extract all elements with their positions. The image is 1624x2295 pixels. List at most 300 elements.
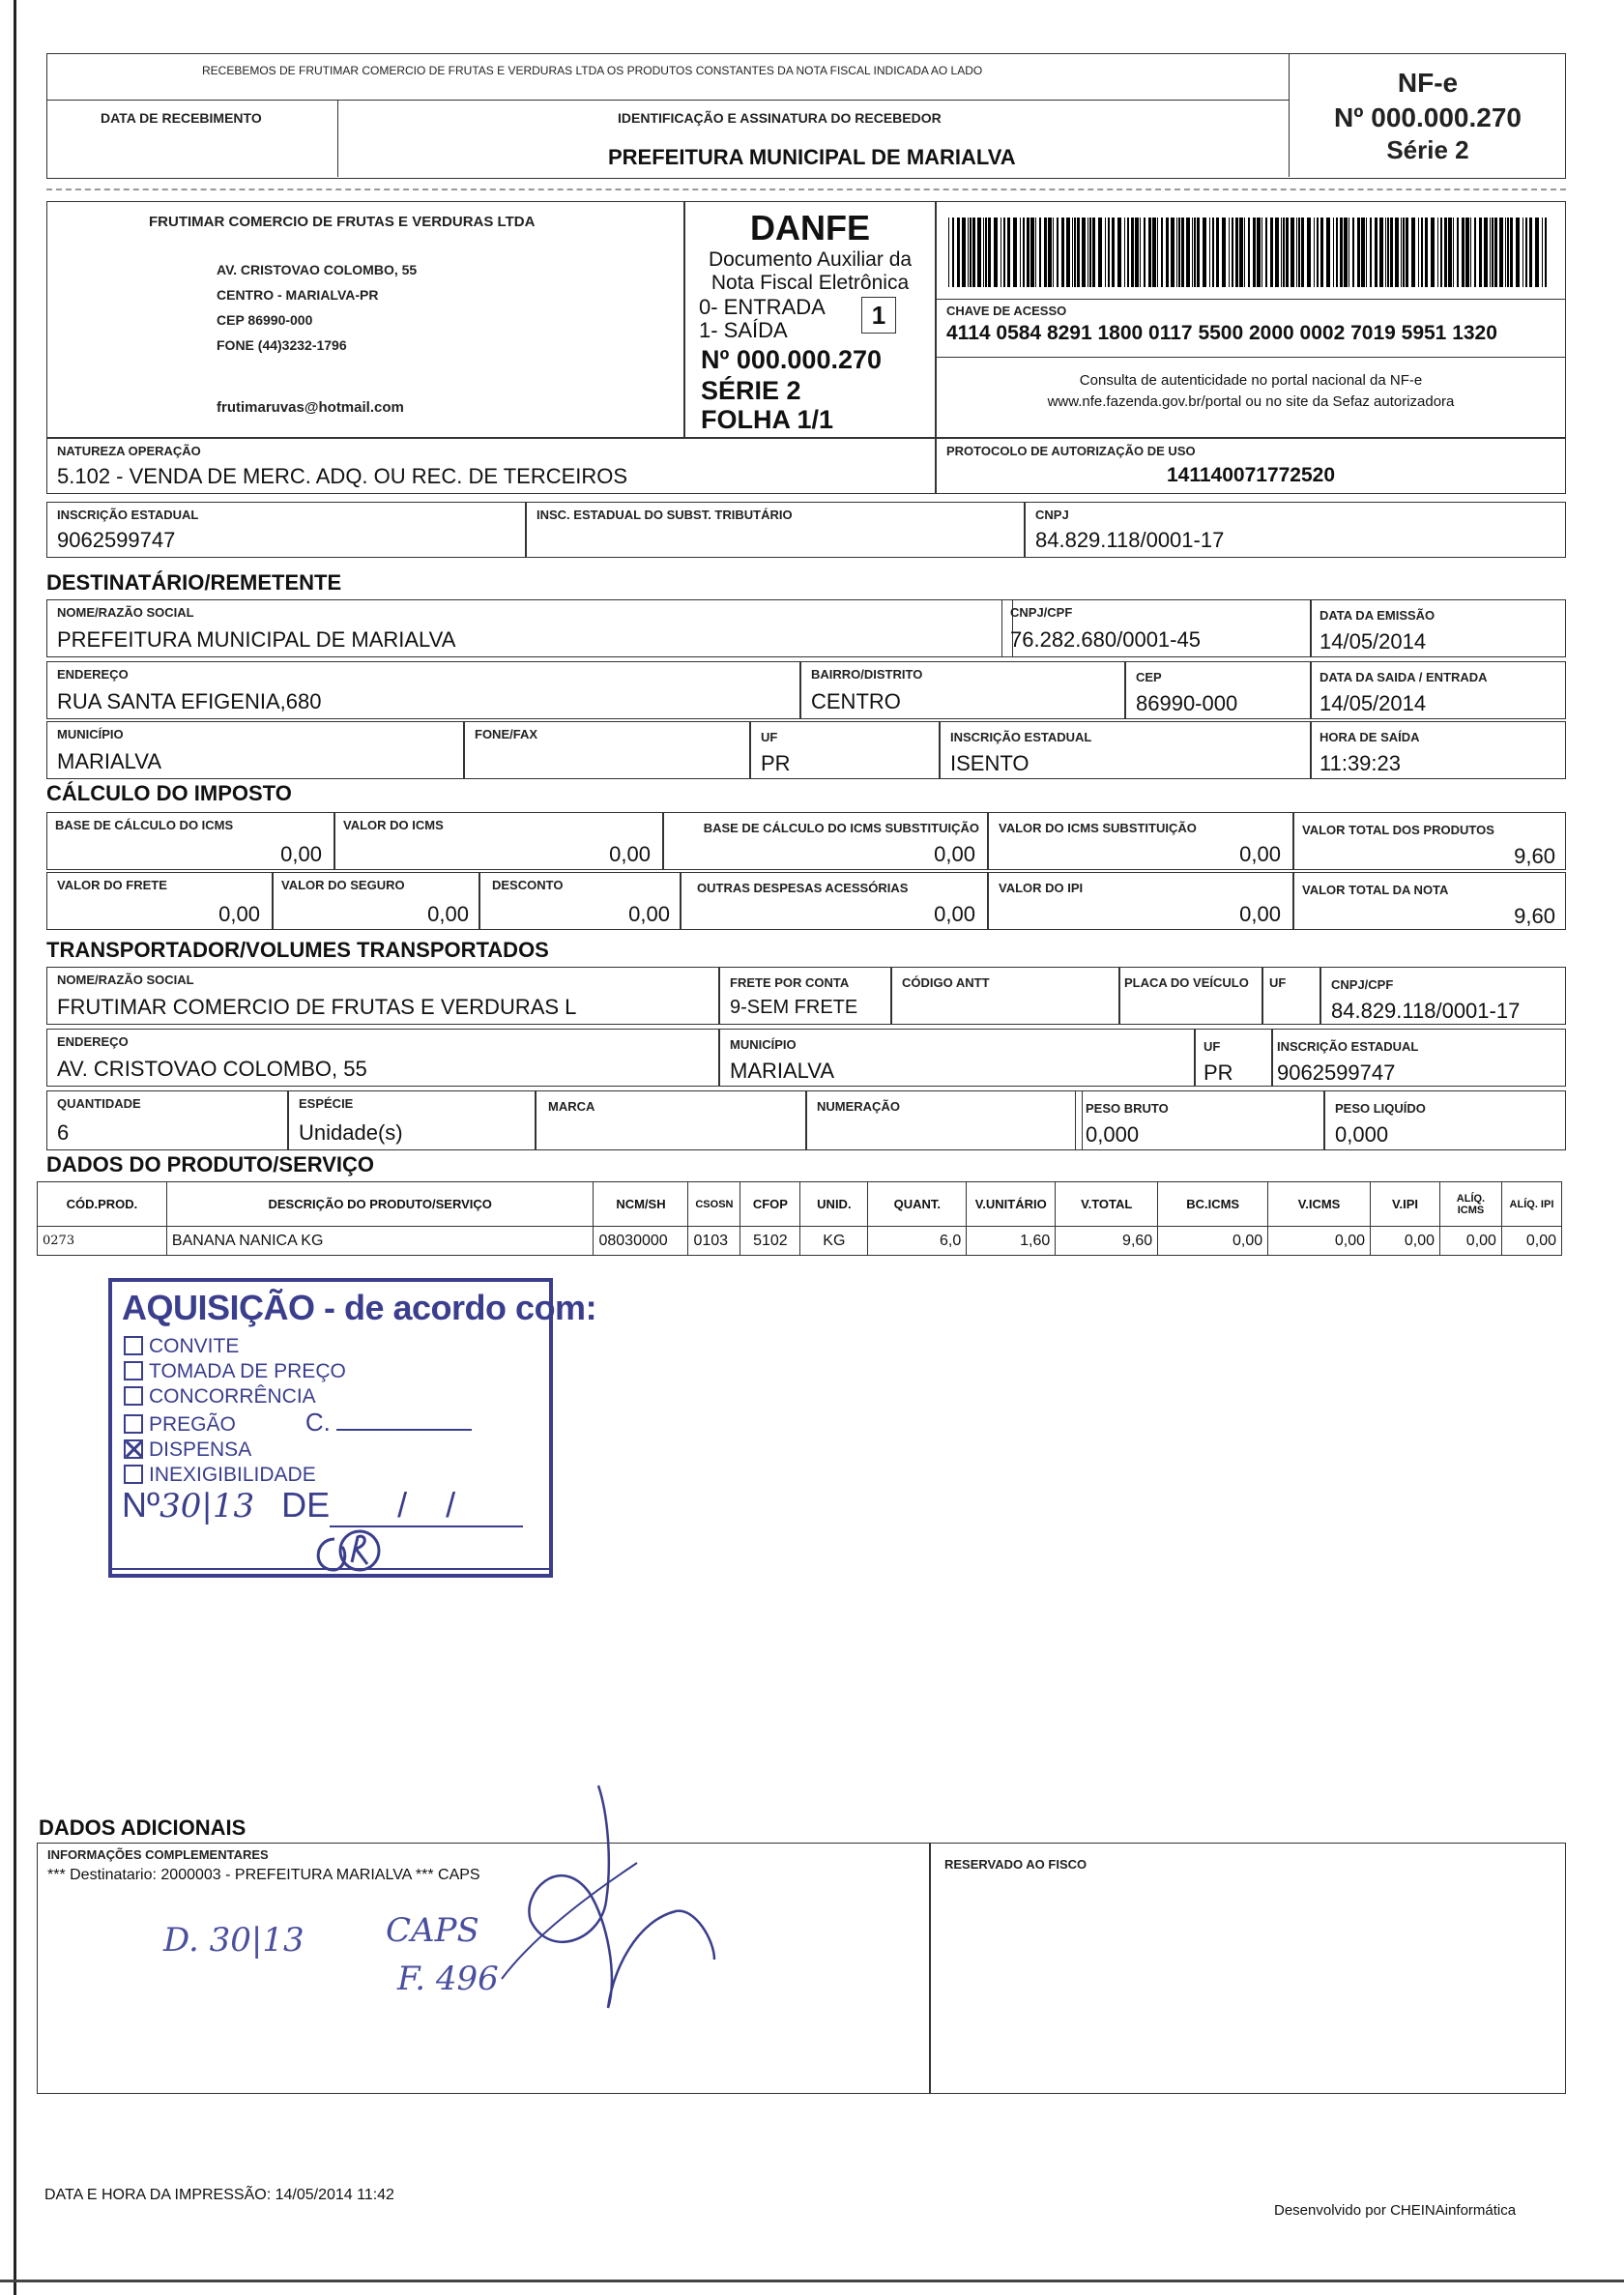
- acquisition-stamp: [108, 1278, 597, 1578]
- desconto-box: [479, 872, 681, 930]
- barcode-bar: [1340, 218, 1343, 287]
- v-prod: 9,60: [1514, 844, 1555, 868]
- barcode-bar: [1265, 218, 1267, 287]
- cell-aliq-ipi: 0,00: [1501, 1227, 1561, 1256]
- barcode-bar: [1375, 218, 1378, 287]
- barcode-bar: [1112, 218, 1115, 287]
- imposto-section-title: CÁLCULO DO IMPOSTO: [46, 781, 292, 805]
- bc-icms-label: BASE DE CÁLCULO DO ICMS: [55, 818, 234, 832]
- barcode-bar: [1298, 218, 1300, 287]
- barcode-bar: [1348, 218, 1349, 287]
- dest-nome: PREFEITURA MUNICIPAL DE MARIALVA: [57, 627, 456, 652]
- chave-divider2: [937, 357, 1565, 358]
- barcode-bar: [1401, 218, 1402, 287]
- dest-bairro: CENTRO: [811, 689, 901, 713]
- handwritten-f: F. 496: [397, 1960, 499, 1998]
- receipt-recebemos-text: RECEBEMOS DE FRUTIMAR COMERCIO DE FRUTAS E VERDURAS LTDA OS PRODUTOS CONSTANTES DA NOTA FISCAL INDICADA AO LADO: [202, 64, 983, 77]
- v-st: 0,00: [1239, 842, 1281, 866]
- barcode-bar: [1229, 218, 1230, 287]
- barcode-bar: [1253, 218, 1256, 287]
- cnpj-label: CNPJ: [1035, 508, 1069, 522]
- barcode-bar: [1003, 218, 1005, 287]
- natureza-box: [46, 438, 936, 494]
- frete: 0,00: [218, 902, 260, 926]
- ipi-box: [988, 872, 1293, 930]
- transp-nome-box: [46, 967, 719, 1025]
- transp-peso-bruto-label: PESO BRUTO: [1086, 1101, 1169, 1116]
- dest-hora-label: HORA DE SAÍDA: [1320, 730, 1420, 744]
- transp-municipio-box: [719, 1029, 1195, 1087]
- barcode-bar: [1023, 218, 1025, 287]
- barcode-bar: [1307, 218, 1311, 287]
- barcode-bar: [1007, 218, 1010, 287]
- barcode-bar: [1326, 218, 1330, 287]
- transp-nome-label: NOME/RAZÃO SOCIAL: [57, 973, 194, 987]
- transp-marca-label: MARCA: [548, 1099, 595, 1114]
- v-st-box: [988, 812, 1293, 870]
- checkbox-icon: [124, 1414, 143, 1434]
- transp-uf-box: [1262, 967, 1320, 1025]
- emitente-phone: FONE (44)3232-1796: [217, 337, 347, 353]
- transp-antt-label: CÓDIGO ANTT: [902, 975, 990, 990]
- v-icms-label: VALOR DO ICMS: [343, 818, 444, 832]
- transp-especie-box: [288, 1090, 536, 1150]
- col-quant: QUANT.: [868, 1182, 967, 1227]
- barcode-bar: [1290, 218, 1294, 287]
- stamp-c-label: C.: [304, 1408, 331, 1437]
- v-prod-label: VALOR TOTAL DOS PRODUTOS: [1302, 823, 1494, 837]
- barcode-bar: [1379, 218, 1383, 287]
- barcode-bar: [1453, 218, 1454, 287]
- emitente-box: [46, 201, 684, 438]
- barcode-bar: [1127, 218, 1129, 287]
- cell-vicms: 0,00: [1268, 1227, 1371, 1256]
- barcode-bar: [1178, 218, 1180, 287]
- v-icms: 0,00: [609, 842, 651, 866]
- print-timestamp: DATA E HORA DA IMPRESSÃO: 14/05/2014 11:42: [44, 2187, 394, 2203]
- table-row: [38, 1227, 1562, 1256]
- barcode-bar: [1257, 218, 1261, 287]
- transp-endereco: AV. CRISTOVAO COLOMBO, 55: [57, 1057, 367, 1081]
- receipt-stub: [46, 53, 1566, 179]
- stamp-title: AQUISIÇÃO - de acordo com:: [122, 1288, 597, 1327]
- stamp-option-tomada: TOMADA DE PREÇO: [124, 1359, 472, 1384]
- transp-placa-label: PLACA DO VEÍCULO: [1124, 975, 1249, 990]
- barcode-bar: [1053, 218, 1054, 287]
- barcode-bar: [1152, 218, 1156, 287]
- transp-peso-liq-box: [1324, 1090, 1566, 1150]
- col-vicms: V.ICMS: [1268, 1182, 1371, 1227]
- barcode-bar: [1197, 218, 1200, 287]
- barcode-bar: [1020, 218, 1021, 287]
- barcode-bar: [1490, 218, 1491, 287]
- barcode-bar: [1030, 218, 1034, 287]
- frete-label: VALOR DO FRETE: [57, 878, 167, 892]
- reservado-box: [930, 1843, 1566, 2094]
- barcode-bar: [1074, 218, 1076, 287]
- barcode-bar: [1124, 218, 1125, 287]
- transp-cnpj: 84.829.118/0001-17: [1331, 999, 1521, 1023]
- barcode-bar: [1098, 218, 1102, 287]
- barcode-bar: [1166, 218, 1169, 287]
- cell-vunit: 1,60: [967, 1227, 1056, 1256]
- dest-cnpj-box: [1001, 599, 1311, 657]
- adicionais-section-title: DADOS ADICIONAIS: [39, 1816, 246, 1840]
- seguro-label: VALOR DO SEGURO: [281, 878, 405, 892]
- cell-aliq-icms: 0,00: [1439, 1227, 1501, 1256]
- v-prod-box: [1293, 812, 1566, 870]
- col-aliq-ipi: ALÍQ. IPI: [1501, 1182, 1561, 1227]
- dest-ie-box: [940, 721, 1311, 779]
- checkbox-icon: [124, 1336, 143, 1355]
- col-cod: CÓD.PROD.: [38, 1182, 167, 1227]
- barcode-bar: [1444, 218, 1447, 287]
- cell-quant: 6,0: [868, 1227, 967, 1256]
- ie-value: 9062599747: [57, 528, 176, 552]
- reservado-label: RESERVADO AO FISCO: [944, 1857, 1088, 1872]
- dest-municipio-box: [46, 721, 464, 779]
- dest-cnpj-label: CNPJ/CPF: [1010, 605, 1073, 620]
- barcode-bar: [1066, 218, 1070, 287]
- dest-fone-label: FONE/FAX: [475, 727, 538, 741]
- transp-ie: 9062599747: [1277, 1060, 1396, 1085]
- barcode-bar: [1082, 218, 1086, 287]
- ie-st-box: [526, 502, 1025, 558]
- barcode-bar: [1232, 218, 1233, 287]
- danfe-box: [684, 201, 936, 438]
- col-aliq-icms: ALÍQ. ICMS: [1439, 1182, 1501, 1227]
- barcode-bar: [1171, 218, 1174, 287]
- stamp-c-line: [336, 1429, 472, 1431]
- products-table: [37, 1181, 1562, 1256]
- dest-endereco-label: ENDEREÇO: [57, 667, 129, 682]
- dest-cep: 86990-000: [1136, 691, 1238, 715]
- stamp-options: [124, 1334, 472, 1488]
- barcode-bar: [1270, 218, 1273, 287]
- transp-peso-bruto-box: [1075, 1090, 1324, 1150]
- transp-marca-box: [536, 1090, 806, 1150]
- barcode-bar: [1333, 218, 1334, 287]
- transp-especie-label: ESPÉCIE: [299, 1096, 354, 1111]
- v-icms-box: [334, 812, 663, 870]
- stamp-signature-icon: [305, 1525, 392, 1580]
- dest-bairro-label: BAIRRO/DISTRITO: [811, 667, 923, 682]
- barcode-bar: [1370, 218, 1372, 287]
- transp-qtd-label: QUANTIDADE: [57, 1096, 141, 1111]
- barcode-bar: [1390, 218, 1393, 287]
- barcode-bar: [1457, 218, 1459, 287]
- destinatario-section-title: DESTINATÁRIO/REMETENTE: [46, 570, 342, 595]
- transp-cnpj-box: [1320, 967, 1566, 1025]
- barcode-bar: [1275, 218, 1279, 287]
- barcode-bar: [1387, 218, 1389, 287]
- dest-emissao-box: [1311, 599, 1566, 657]
- barcode-bar: [1235, 218, 1238, 287]
- cnpj-box: [1025, 502, 1566, 558]
- signature-icon: [492, 1776, 724, 2027]
- dest-emissao: 14/05/2014: [1320, 629, 1427, 654]
- dest-uf-label: UF: [761, 730, 778, 744]
- natureza-label: NATUREZA OPERAÇÃO: [57, 444, 201, 458]
- stamp-option-inexigibilidade: INEXIGIBILIDADE: [124, 1463, 472, 1488]
- bc-st-box: [663, 812, 988, 870]
- barcode-bar: [994, 218, 998, 287]
- barcode-bar: [1077, 218, 1080, 287]
- col-cfop: CFOP: [740, 1182, 800, 1227]
- barcode-bar: [1209, 218, 1210, 287]
- barcode-bar: [1431, 218, 1435, 287]
- bc-icms-box: [46, 812, 334, 870]
- seguro-box: [273, 872, 479, 930]
- transp-endereco-label: ENDEREÇO: [57, 1034, 129, 1049]
- barcode-bar: [1314, 218, 1315, 287]
- barcode-bar: [1186, 218, 1190, 287]
- transp-uf2-label: UF: [1204, 1039, 1221, 1054]
- frete-box: [46, 872, 273, 930]
- dest-endereco: RUA SANTA EFIGENIA,680: [57, 689, 322, 713]
- barcode-bar: [1140, 218, 1141, 287]
- protocolo-label: PROTOCOLO DE AUTORIZAÇÃO DE USO: [946, 444, 1196, 458]
- barcode-bar: [1361, 218, 1365, 287]
- barcode-bar: [1507, 218, 1509, 287]
- barcode-bar: [1061, 218, 1064, 287]
- barcode-bar: [1194, 218, 1196, 287]
- barcode-bar: [977, 218, 981, 287]
- transp-municipio: MARIALVA: [730, 1059, 834, 1083]
- developer-credit: Desenvolvido por CHEINAinformática: [1274, 2202, 1517, 2219]
- transp-uf2-box: [1195, 1029, 1272, 1087]
- barcode-bar: [1027, 218, 1030, 287]
- checked-checkbox-icon: [124, 1439, 143, 1459]
- barcode-bar: [1462, 218, 1464, 287]
- cell-bcicms: 0,00: [1158, 1227, 1268, 1256]
- transp-qtd: 6: [57, 1120, 70, 1145]
- barcode-bar: [1440, 218, 1442, 287]
- barcode-bar: [1545, 218, 1547, 287]
- transp-municipio-label: MUNICÍPIO: [730, 1037, 797, 1052]
- col-descricao: DESCRIÇÃO DO PRODUTO/SERVIÇO: [166, 1182, 594, 1227]
- emitente-district: CENTRO - MARIALVA-PR: [217, 287, 379, 303]
- info-box: [37, 1843, 930, 2094]
- v-nota-label: VALOR TOTAL DA NOTA: [1302, 883, 1449, 897]
- barcode-bar: [1403, 218, 1405, 287]
- barcode-bar: [1281, 218, 1282, 287]
- cell-cfop: 5102: [740, 1227, 800, 1256]
- barcode-bar: [1131, 218, 1134, 287]
- stamp-option-pregao: PREGÃO C.: [124, 1409, 472, 1438]
- checkbox-icon: [124, 1465, 143, 1484]
- barcode-bar: [1320, 218, 1323, 287]
- cell-csosn: 0103: [688, 1227, 740, 1256]
- barcode-bar: [1203, 218, 1206, 287]
- barcode-bar: [1535, 218, 1539, 287]
- products-header-row: [38, 1182, 1562, 1227]
- chave-consulta2: www.nfe.fazenda.gov.br/portal ou no site da Sefaz autorizadora: [1047, 393, 1455, 410]
- transp-peso-liq-label: PESO LIQUÍDO: [1335, 1101, 1426, 1116]
- dest-hora: 11:39:23: [1320, 751, 1402, 775]
- barcode-bar: [1406, 218, 1408, 287]
- emitente-cep: CEP 86990-000: [217, 312, 313, 328]
- ie-label: INSCRIÇÃO ESTADUAL: [57, 508, 199, 522]
- dest-ie-label: INSCRIÇÃO ESTADUAL: [950, 730, 1092, 744]
- barcode-bar: [1039, 218, 1041, 287]
- barcode-bar: [1479, 218, 1482, 287]
- barcode-bar: [1072, 218, 1073, 287]
- transportador-section-title: TRANSPORTADOR/VOLUMES TRANSPORTADOS: [46, 938, 549, 962]
- col-unid: UNID.: [800, 1182, 868, 1227]
- transp-frete-box: [719, 967, 891, 1025]
- barcode-bar: [1144, 218, 1146, 287]
- barcode-bar: [1181, 218, 1184, 287]
- barcode-bar: [985, 218, 987, 287]
- stamp-numero-row: [122, 1485, 523, 1527]
- chave-consulta1: Consulta de autenticidade no portal nacional da NF-e: [1079, 372, 1423, 389]
- transp-frete: 9-SEM FRETE: [730, 997, 858, 1018]
- danfe-subtitle1: Documento Auxiliar da: [708, 248, 913, 271]
- barcode-bar: [1474, 218, 1476, 287]
- v-nota-box: [1293, 872, 1566, 930]
- barcode-bar: [1092, 218, 1095, 287]
- barcode-bar: [1395, 218, 1399, 287]
- barcode-bar: [1494, 218, 1497, 287]
- stamp-option-convite: CONVITE: [124, 1334, 472, 1359]
- receipt-nfe-title: NF-e: [1397, 68, 1459, 98]
- barcode-bar: [968, 218, 969, 287]
- barcode-bar: [1385, 218, 1386, 287]
- bottom-edge-mark: [0, 2280, 1624, 2282]
- col-csosn: CSOSN: [688, 1182, 740, 1227]
- barcode-bar: [1516, 218, 1520, 287]
- barcode-bar: [1212, 218, 1214, 287]
- barcode-bar: [1222, 218, 1226, 287]
- transp-frete-label: FRETE POR CONTA: [730, 975, 850, 990]
- dest-saida-label: DATA DA SAIDA / ENTRADA: [1320, 670, 1488, 684]
- danfe-subtitle2: Nota Fiscal Eletrônica: [710, 272, 910, 294]
- col-ncm: NCM/SH: [594, 1182, 688, 1227]
- danfe-serie: SÉRIE 2: [701, 376, 801, 405]
- bc-st-label: BASE DE CÁLCULO DO ICMS SUBSTITUIÇÃO: [703, 821, 979, 835]
- stamp-numero-prefix: Nº: [122, 1485, 160, 1525]
- dest-cep-box: [1125, 661, 1311, 719]
- barcode-bar: [1216, 218, 1219, 287]
- barcode-bar: [1437, 218, 1438, 287]
- dest-saida: 14/05/2014: [1320, 691, 1427, 715]
- transp-peso-bruto: 0,000: [1086, 1122, 1140, 1147]
- barcode-bar: [1465, 218, 1469, 287]
- barcode-bar: [1505, 218, 1506, 287]
- cell-vipi: 0,00: [1371, 1227, 1440, 1256]
- barcode-bar: [1525, 218, 1527, 287]
- cell-cod: 0273: [38, 1227, 167, 1256]
- barcode-bar: [1510, 218, 1513, 287]
- barcode-bar: [988, 218, 991, 287]
- barcode-bar: [1296, 218, 1297, 287]
- v-nota: 9,60: [1514, 904, 1555, 928]
- stamp-de-label: DE: [281, 1485, 331, 1525]
- emitente-name: FRUTIMAR COMERCIO DE FRUTAS E VERDURAS LTDA: [149, 214, 536, 230]
- barcode-bar: [1492, 218, 1494, 287]
- barcode-bar: [1161, 218, 1163, 287]
- barcode-bar: [1542, 218, 1543, 287]
- receipt-date-divider: [337, 101, 338, 177]
- emitente-email: frutimaruvas@hotmail.com: [217, 399, 404, 416]
- dest-hora-box: [1311, 721, 1566, 779]
- barcode: [948, 208, 1553, 297]
- transp-peso-liq: 0,000: [1335, 1122, 1389, 1147]
- ipi: 0,00: [1239, 902, 1281, 926]
- bc-st: 0,00: [934, 842, 975, 866]
- receipt-recebedor: PREFEITURA MUNICIPAL DE MARIALVA: [608, 145, 1016, 169]
- bc-icms: 0,00: [280, 842, 322, 866]
- cell-ncm: 08030000: [594, 1227, 688, 1256]
- desconto: 0,00: [628, 902, 670, 926]
- barcode-bar: [1421, 218, 1423, 287]
- stamp-option-concorrencia: CONCORRÊNCIA: [124, 1384, 472, 1409]
- cut-line: [46, 189, 1566, 190]
- cell-descricao: BANANA NANICA KG: [166, 1227, 594, 1256]
- barcode-bar: [1499, 218, 1503, 287]
- barcode-bar: [1048, 218, 1052, 287]
- barcode-bar: [1411, 218, 1415, 287]
- dest-bairro-box: [800, 661, 1125, 719]
- barcode-bar: [1148, 218, 1151, 287]
- stamp-option-dispensa: DISPENSA: [124, 1438, 472, 1463]
- barcode-bar: [1157, 218, 1158, 287]
- transp-qtd-box: [46, 1090, 288, 1150]
- ie-st-label: INSC. ESTADUAL DO SUBST. TRIBUTÁRIO: [536, 508, 793, 522]
- barcode-bar: [1352, 218, 1354, 287]
- transp-nome: FRUTIMAR COMERCIO DE FRUTAS E VERDURAS L: [57, 995, 577, 1019]
- danfe-title: DANFE: [750, 208, 870, 247]
- barcode-bar: [1425, 218, 1428, 287]
- barcode-bar: [1044, 218, 1047, 287]
- barcode-bar: [1366, 218, 1367, 287]
- transp-uf2: PR: [1204, 1060, 1233, 1085]
- cell-vtotal: 9,60: [1056, 1227, 1158, 1256]
- dest-uf: PR: [761, 751, 791, 775]
- transp-numeracao-box: [806, 1090, 1083, 1150]
- barcode-bar: [1283, 218, 1285, 287]
- dest-uf-box: [750, 721, 940, 779]
- stamp-bottom-line: [112, 1568, 549, 1570]
- cell-unid: KG: [800, 1227, 868, 1256]
- cnpj-value: 84.829.118/0001-17: [1035, 528, 1225, 552]
- receipt-date-label: DATA DE RECEBIMENTO: [101, 110, 262, 126]
- dest-fone-box: [464, 721, 750, 779]
- barcode-bar: [1013, 218, 1017, 287]
- danfe-folha: FOLHA 1/1: [701, 405, 834, 434]
- barcode-bar: [1176, 218, 1177, 287]
- barcode-bar: [1105, 218, 1106, 287]
- dest-endereco-box: [46, 661, 800, 719]
- natureza-value: 5.102 - VENDA DE MERC. ADQ. OU REC. DE TERCEIROS: [57, 464, 628, 488]
- transp-ie-box: [1272, 1029, 1566, 1087]
- barcode-bar: [1035, 218, 1036, 287]
- seguro: 0,00: [427, 902, 469, 926]
- barcode-bar: [1244, 218, 1245, 287]
- barcode-bar: [1248, 218, 1250, 287]
- barcode-bar: [1522, 218, 1523, 287]
- dest-ie: ISENTO: [950, 751, 1030, 775]
- barcode-bar: [1336, 218, 1338, 287]
- col-vunit: V.UNITÁRIO: [967, 1182, 1056, 1227]
- barcode-bar: [1000, 218, 1001, 287]
- barcode-bar: [1286, 218, 1289, 287]
- transp-antt-box: [891, 967, 1119, 1025]
- protocolo-box: [936, 438, 1566, 494]
- danfe-numero: Nº 000.000.270: [701, 345, 883, 374]
- barcode-bar: [1301, 218, 1304, 287]
